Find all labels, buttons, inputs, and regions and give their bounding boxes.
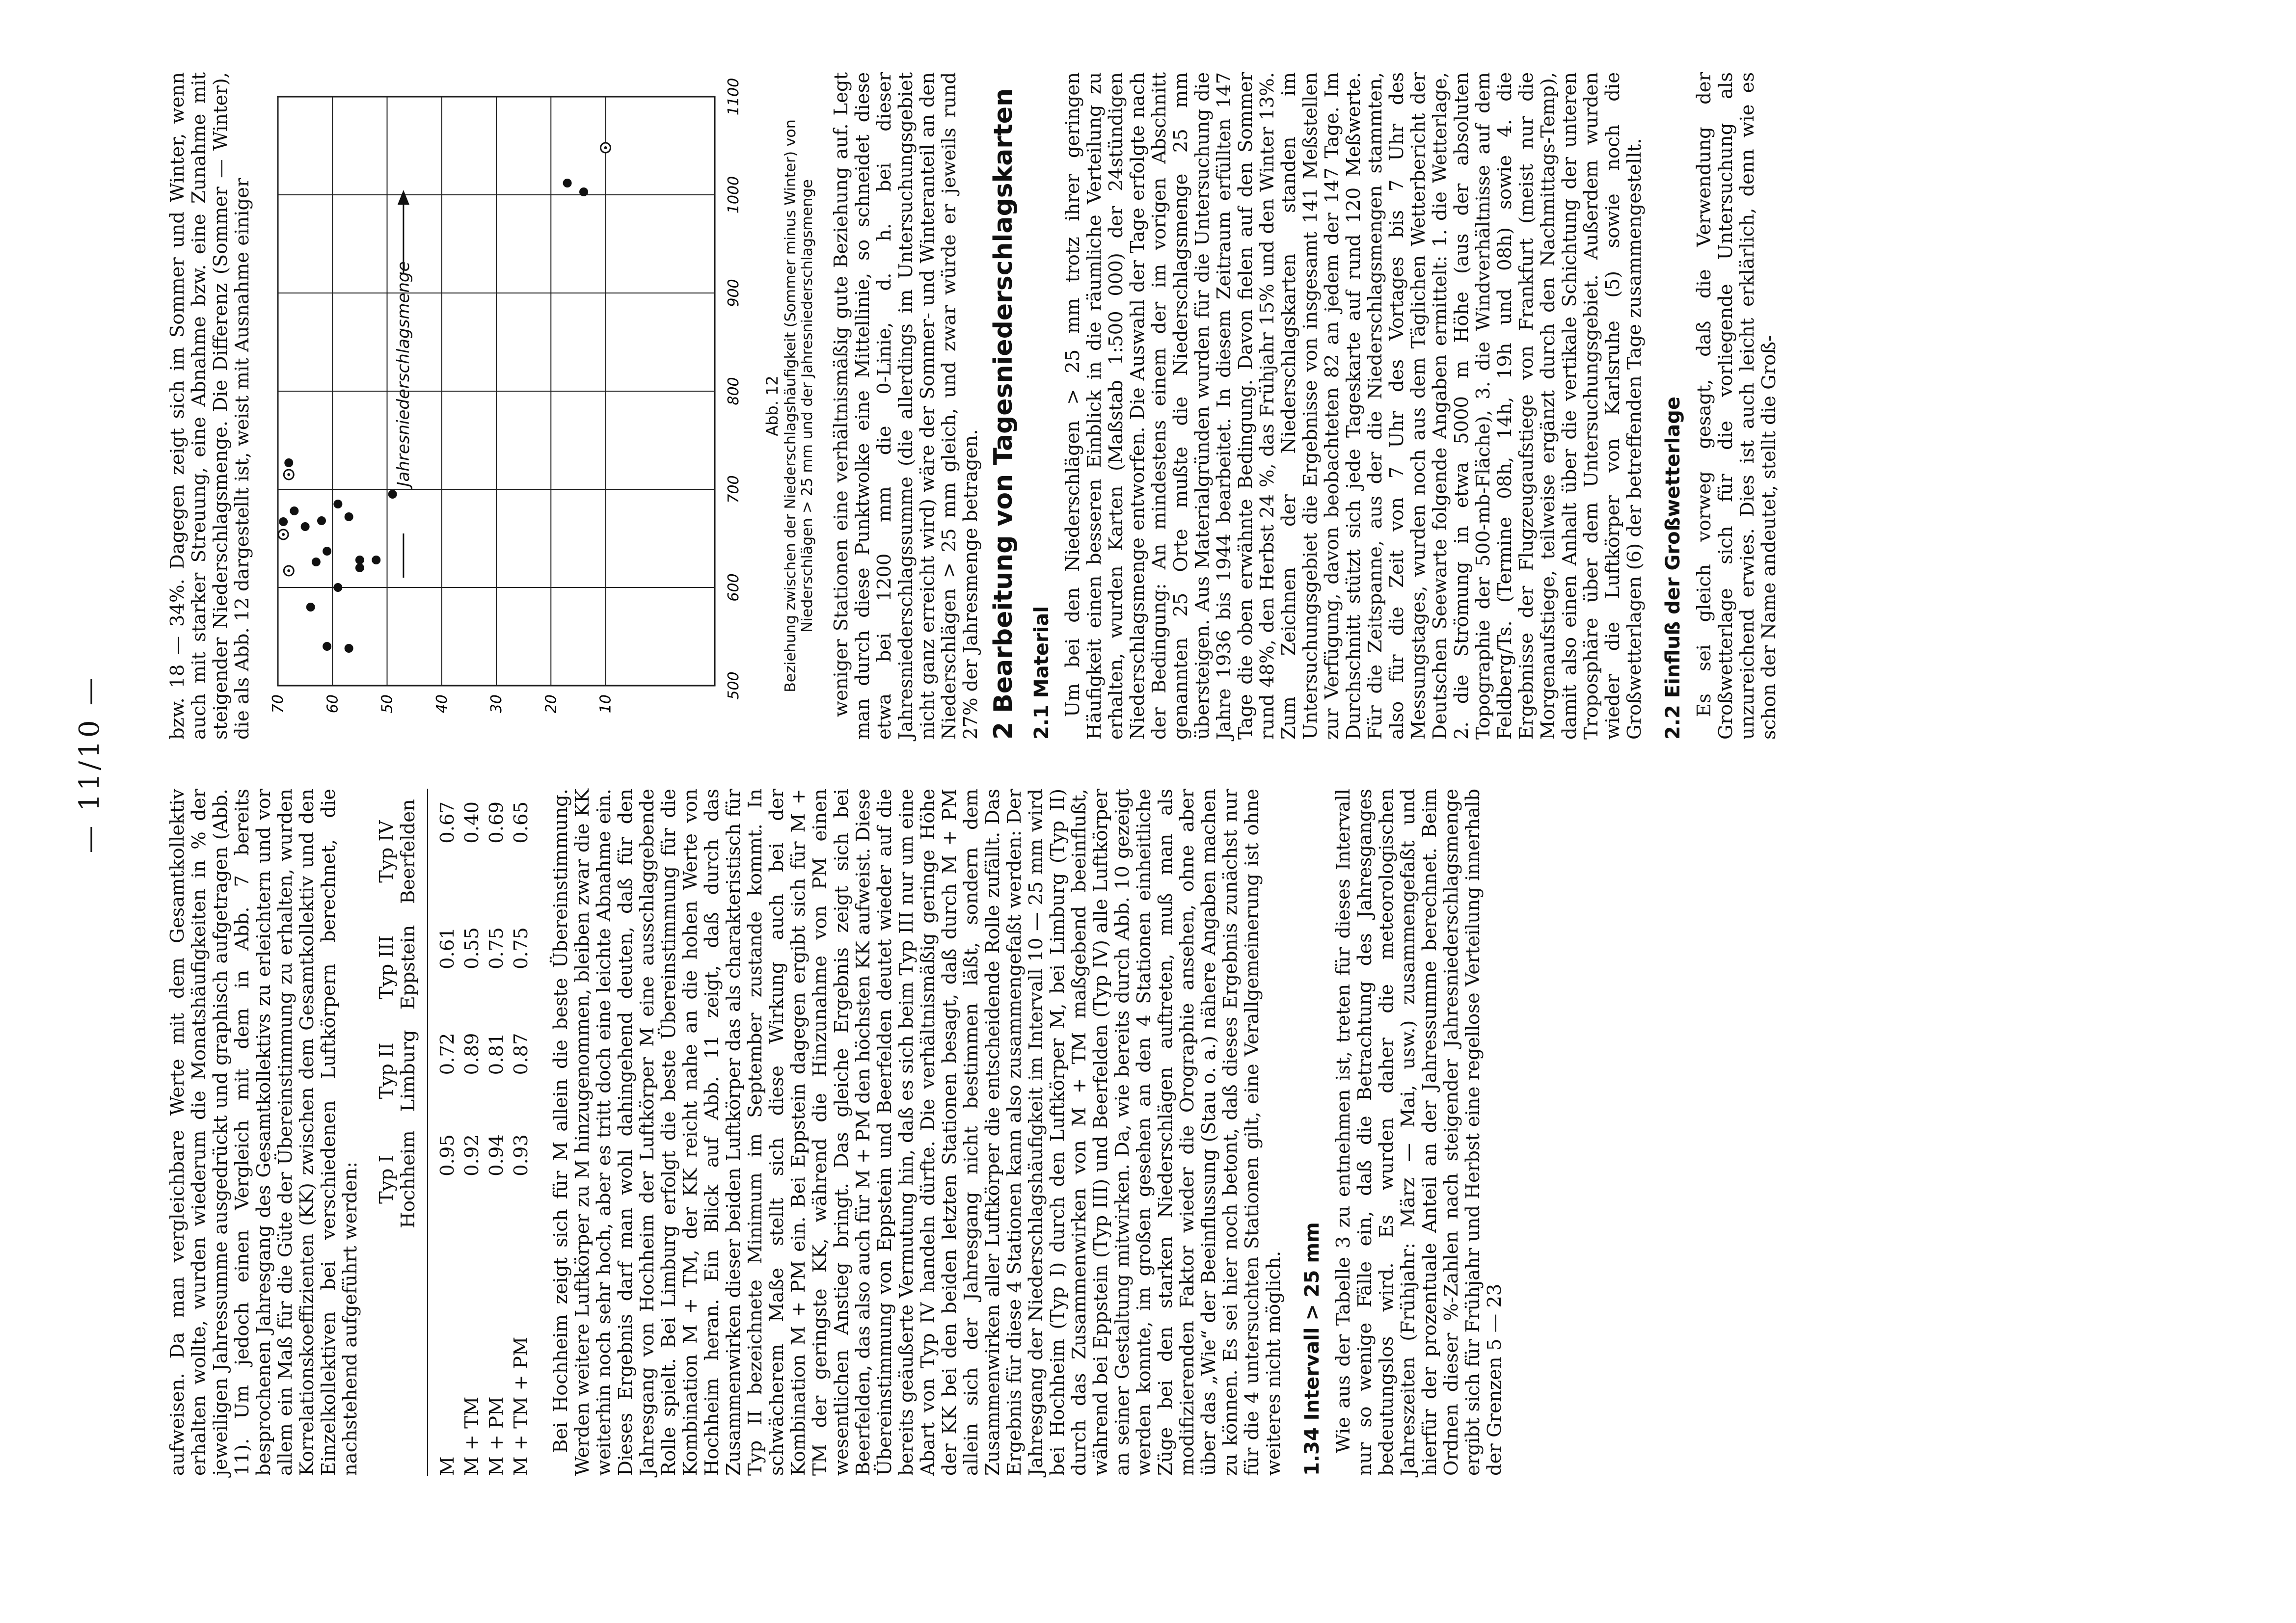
x-tick-label: 800 <box>725 377 742 405</box>
table-cell: 0.55 <box>461 927 483 969</box>
chapter-heading-2: 2 Bearbeitung von Tagesniederschlagskarten <box>989 88 1018 740</box>
right-para-4: Es sei gleich vorweg gesagt, daß die Verwendung der Großwetterlage sich für die vorliegende Untersuchung als unzureichend erwies. Dies ist auch leicht erklärlich, denn wie es schon der Name andeutet, stellt die Groß- <box>1693 72 1780 740</box>
row-label: M + TM + PM <box>510 1336 532 1476</box>
arrow-label: Jahresniederschlagsmenge <box>393 261 413 487</box>
right-para-3: Um bei den Niederschlägen > 25 mm trotz ihrer geringen Häufigkeit einen besseren Einblick in die räumliche Verteilung zu erhalten, wurden Karten (Maßstab 1:500 000) der 24stündigen Niederschlagsmenge entworfen. Die Auswahl der Tage erfolgte nach der Bedingung: An mindestens einem der im vorigen Abschnitt genannten 25 Orte mußte die Niederschlagsmenge 25 mm übersteigen. Aus Materialgründen wurden für die Untersuchung die Jahre 1936 bis 1944 bearbeitet. In diesem Zeitraum erfüllten 147 Tage die oben erwähnte Bedingung. Davon fielen auf den Sommer rund 48%, den Herbst 24 %, das Frühjahr 15% und den Winter 13%. Zum Zeichnen der Niederschlagskarten standen im Untersuchungsgebiet die Ergebnisse von insgesamt 141 Meßstellen zur Verfügung, davon beobachteten 82 an jedem der 147 Tage. Im Durchschnitt stützt sich jede Tageskarte auf rund 120 Meßwerte. Für die Zeitspanne, aus der die Niederschlagsmengen stammten, also für die Zeit von 7 Uhr des Vortages bis 7 Uhr des Messungstages, wurden noch aus dem Täglichen Wetterbericht der Deutschen Seewarte folgende Angaben ermittelt: 1. die Wetterlage, 2. die Strömung in etwa 5000 m Höhe (aus der absoluten Topographie der 500-mb-Fläche), 3. die Windverhältnisse auf dem Feldberg/Ts. (Termine 08h, 14h, 19h und 08h) sowie 4. die Ergebnisse der Flugzeugaufstiege von Frankfurt (meist nur die Morgenaufstiege, teilweise ergänzt durch den Nachmittags-Temp), damit also einen Anhalt über die vertikale Schichtung der unteren Troposphäre über dem Untersuchungsgebiet. Außerdem wurden wieder die Luftkörper von Karlsruhe (5) sowie noch die Großwetterlagen (6) der betreffenden Tage zusammengestellt. <box>1062 72 1646 740</box>
table-header: Typ IV Beerfelden <box>376 789 428 914</box>
data-point <box>323 547 331 556</box>
data-point <box>345 512 353 521</box>
page-number: — 11/10 — <box>74 675 106 853</box>
data-point <box>290 506 298 515</box>
right-para-2: weniger Stationen eine verhältnismäßig gute Beziehung auf. Legt man durch diese Punktwolke eine Mittellinie, so schneidet diese etwa bei 1200 mm die 0-Linie, d. h. bei dieser Jahresniederschlagssumme (die allerdings im Untersuchungsgebiet nicht ganz erreicht wird) wäre der Sommer- und Winteranteil an den Niederschlägen > 25 mm gleich, und zwar würde er jeweils rund 27% der Jahresmenge betragen. <box>830 72 982 740</box>
y-tick-label: 60 <box>324 694 342 714</box>
arrow-head <box>398 190 409 205</box>
data-point-open-center <box>287 569 290 572</box>
table-cell: 0.95 <box>436 1134 459 1176</box>
y-tick-label: 40 <box>433 694 451 714</box>
y-tick-label: 10 <box>597 694 615 714</box>
x-tick-label: 1000 <box>725 176 742 214</box>
y-tick-label: 70 <box>270 694 287 714</box>
chart-points <box>278 143 610 653</box>
table-row <box>485 789 509 1476</box>
data-point <box>317 516 326 525</box>
table-cell: 0.72 <box>436 1033 459 1075</box>
row-label: M + TM <box>461 1396 483 1476</box>
table-cell: 0.94 <box>486 1134 508 1176</box>
chart-annotation <box>394 190 413 578</box>
section-heading-2-1: 2.1 Material <box>1030 606 1053 740</box>
data-point <box>563 179 572 187</box>
table-cell: 0.81 <box>486 1033 508 1075</box>
table-header-row <box>376 789 428 1476</box>
x-tick-label: 700 <box>725 475 742 504</box>
data-point <box>579 187 588 196</box>
data-point <box>372 556 380 564</box>
table-cell: 0.93 <box>510 1134 532 1176</box>
section-heading-1-34: 1.34 Intervall > 25 mm <box>1301 1222 1324 1476</box>
data-point <box>301 522 310 531</box>
section-heading-2-2: 2.2 Einfluß der Großwetterlage <box>1662 397 1684 740</box>
figure-label: Abb. 12 <box>763 375 782 436</box>
table-header: Typ III Eppstein <box>376 914 428 1020</box>
table-cell: 0.65 <box>510 801 532 844</box>
row-label: M + PM <box>486 1396 508 1476</box>
table-cell: 0.92 <box>461 1134 483 1176</box>
x-tick-label: 1100 <box>725 78 742 116</box>
table-cell: 0.75 <box>486 927 508 969</box>
data-point <box>333 583 342 592</box>
table-cell: 0.89 <box>461 1033 483 1075</box>
right-column <box>167 72 1780 740</box>
table-header: Typ I Hochheim <box>376 1121 428 1237</box>
right-para-1: bzw. 18 — 34%. Dagegen zeigt sich im Sommer und Winter, wenn auch mit starker Streuung, eine Abnahme bzw. eine Zunahme mit steigender Niederschlagsmenge. Die Differenz (Sommer — Winter), die als Abb. 12 dargestellt ist, weist mit Ausnahme einiger <box>166 72 253 740</box>
data-point <box>279 517 288 526</box>
data-point-open-center <box>282 533 285 536</box>
scatter-chart <box>258 72 764 740</box>
data-point <box>323 642 331 651</box>
y-tick-label: 20 <box>542 694 560 714</box>
data-point <box>355 563 364 572</box>
x-tick-label: 600 <box>725 573 742 602</box>
data-point-open-center <box>287 473 290 476</box>
figure-caption-text: Beziehung zwischen der Niederschlagshäufigkeit (Sommer minus Winter) von Niederschlägen > 25 mm und der Jahresniederschlagsmenge <box>782 119 816 692</box>
data-point <box>306 603 315 612</box>
data-point <box>355 556 364 564</box>
left-column <box>167 789 1506 1476</box>
left-para-2: Bei Hochheim zeigt sich für M allein die beste Übereinstimmung. Werden weitere Luftkörper zu M hinzugenommen, bleiben zwar die KK weiterhin noch sehr hoch, aber es tritt doch eine leichte Abnahme ein. Dieses Ergebnis darf man wohl dahingehend deuten, daß für den Jahresgang von Hochheim der Luftkörper M eine ausschlaggebende Rolle spielt. Bei Limburg erfolgt die beste Übereinstimmung für die Kombination M + TM, der KK reicht nahe an die hohen Werte von Hochheim heran. Ein Blick auf Abb. 11 zeigt, daß durch das Zusammenwirken dieser beiden Luftkörper das als charakteristisch für Typ II bezeichnete Minimum im September zustande kommt. In schwächerem Maße stellt sich diese Wirkung auch bei der Kombination M + PM ein. Bei Eppstein dagegen ergibt sich für M + TM der geringste KK, während die Hinzunahme von PM einen wesentlichen Anstieg bringt. Das gleiche Ergebnis zeigt sich bei Beerfelden, das also auch für M + PM den höchsten KK aufweist. Diese Übereinstimmung von Eppstein und Beerfelden deutet wieder auf die bereits geäußerte Vermutung hin, daß es sich beim Typ III nur um eine Abart von Typ IV handeln dürfte. Die verhältnismäßig geringe Höhe der KK bei den beiden letzten Stationen besagt, daß durch M + PM allein sich der Jahresgang nicht bestimmen läßt, sondern dem Zusammenwirken aller Luftkörper die entscheidende Rolle zufällt. Das Ergebnis für diese 4 Stationen kann also zusammengefaßt werden: Der Jahresgang der Niederschlagshäufigkeit im Intervall 10 — 25 mm wird bei Hochheim (Typ I) durch den Luftkörper M, bei Limburg (Typ II) durch das Zusammenwirken von M + TM maßgebend beeinflußt, während bei Eppstein (Typ III) und Beerfelden (Typ IV) alle Luftkörper an seiner Gestaltung mitwirken. Da, wie bereits durch Abb. 10 gezeigt werden konnte, im großen gesehen an den 4 Stationen einheitliche Züge bei den starken Niederschlägen auftreten, muß man als modifizierenden Faktor wieder die Orographie ansehen, ohne aber über das „Wie“ der Beeinflussung (Stau o. a.) nähere Angaben machen zu können. Es sei hier noch betont, daß dieses Ergebnis zunächst nur für die 4 untersuchten Stationen gilt, eine Verallgemeinerung ist ohne weiteres nicht möglich. <box>550 789 1285 1476</box>
chart-grid <box>278 97 715 686</box>
data-point <box>333 500 342 508</box>
table-cell: 0.75 <box>510 927 532 969</box>
table-header-empty <box>376 1237 428 1476</box>
left-para-3: Wie aus der Tabelle 3 zu entnehmen ist, treten für dieses Intervall nur so wenige Fälle ein, daß die Betrachtung des Jahresganges bedeutungslos wird. Es wurden daher die meteorologischen Jahreszeiten (Frühjahr: März — Mai, usw.) zusammengefaßt und hierfür der prozentuale Anteil an der Jahressumme berechnet. Beim Ordnen dieser %-Zahlen nach steigender Jahresniederschlagsmenge ergibt sich für Frühjahr und Herbst eine regellose Verteilung innerhalb der Grenzen 5 — 23 <box>1332 789 1506 1476</box>
table-row <box>460 789 485 1476</box>
table-row <box>509 789 534 1476</box>
table-cell: 0.67 <box>436 801 459 844</box>
data-point <box>312 558 321 566</box>
y-tick-label: 30 <box>488 694 505 714</box>
figure-caption <box>764 102 816 710</box>
table-row <box>428 789 460 1476</box>
table-cell: 0.87 <box>510 1033 532 1075</box>
table-header: Typ II Limburg <box>376 1020 428 1122</box>
data-point <box>284 458 293 467</box>
left-para-1: aufweisen. Da man vergleichbare Werte mit dem Gesamtkollektiv erhalten wollte, wurden wiederum die Monatshäufigkeiten in % der jeweiligen Jahressumme ausgedrückt und graphisch aufgetragen (Abb. 11). Um jedoch einen Vergleich mit dem in Abb. 7 bereits besprochenen Jahresgang des Gesamtkollektivs zu erleichtern und vor allem ein Maß für die Güte der Übereinstimmung zu erhalten, wurden Korrelationskoeffizienten (KK) zwischen dem Gesamtkollektiv und den Einzelkollektiven bei verschiedenen Luftkörpern berechnet, die nachstehend aufgeführt werden: <box>166 789 361 1476</box>
figure-abb-12 <box>258 72 764 740</box>
table-cell: 0.69 <box>486 801 508 844</box>
data-point <box>388 490 397 499</box>
correlation-table <box>376 789 534 1476</box>
data-point <box>345 644 353 653</box>
table-cell: 0.61 <box>436 927 459 969</box>
data-point-open-center <box>604 146 607 149</box>
table-cell: 0.40 <box>461 801 483 844</box>
chart-ticks <box>270 78 742 713</box>
x-tick-label: 500 <box>725 671 742 700</box>
y-tick-label: 50 <box>378 694 396 714</box>
x-tick-label: 900 <box>725 279 742 307</box>
row-label: M <box>436 1456 459 1476</box>
